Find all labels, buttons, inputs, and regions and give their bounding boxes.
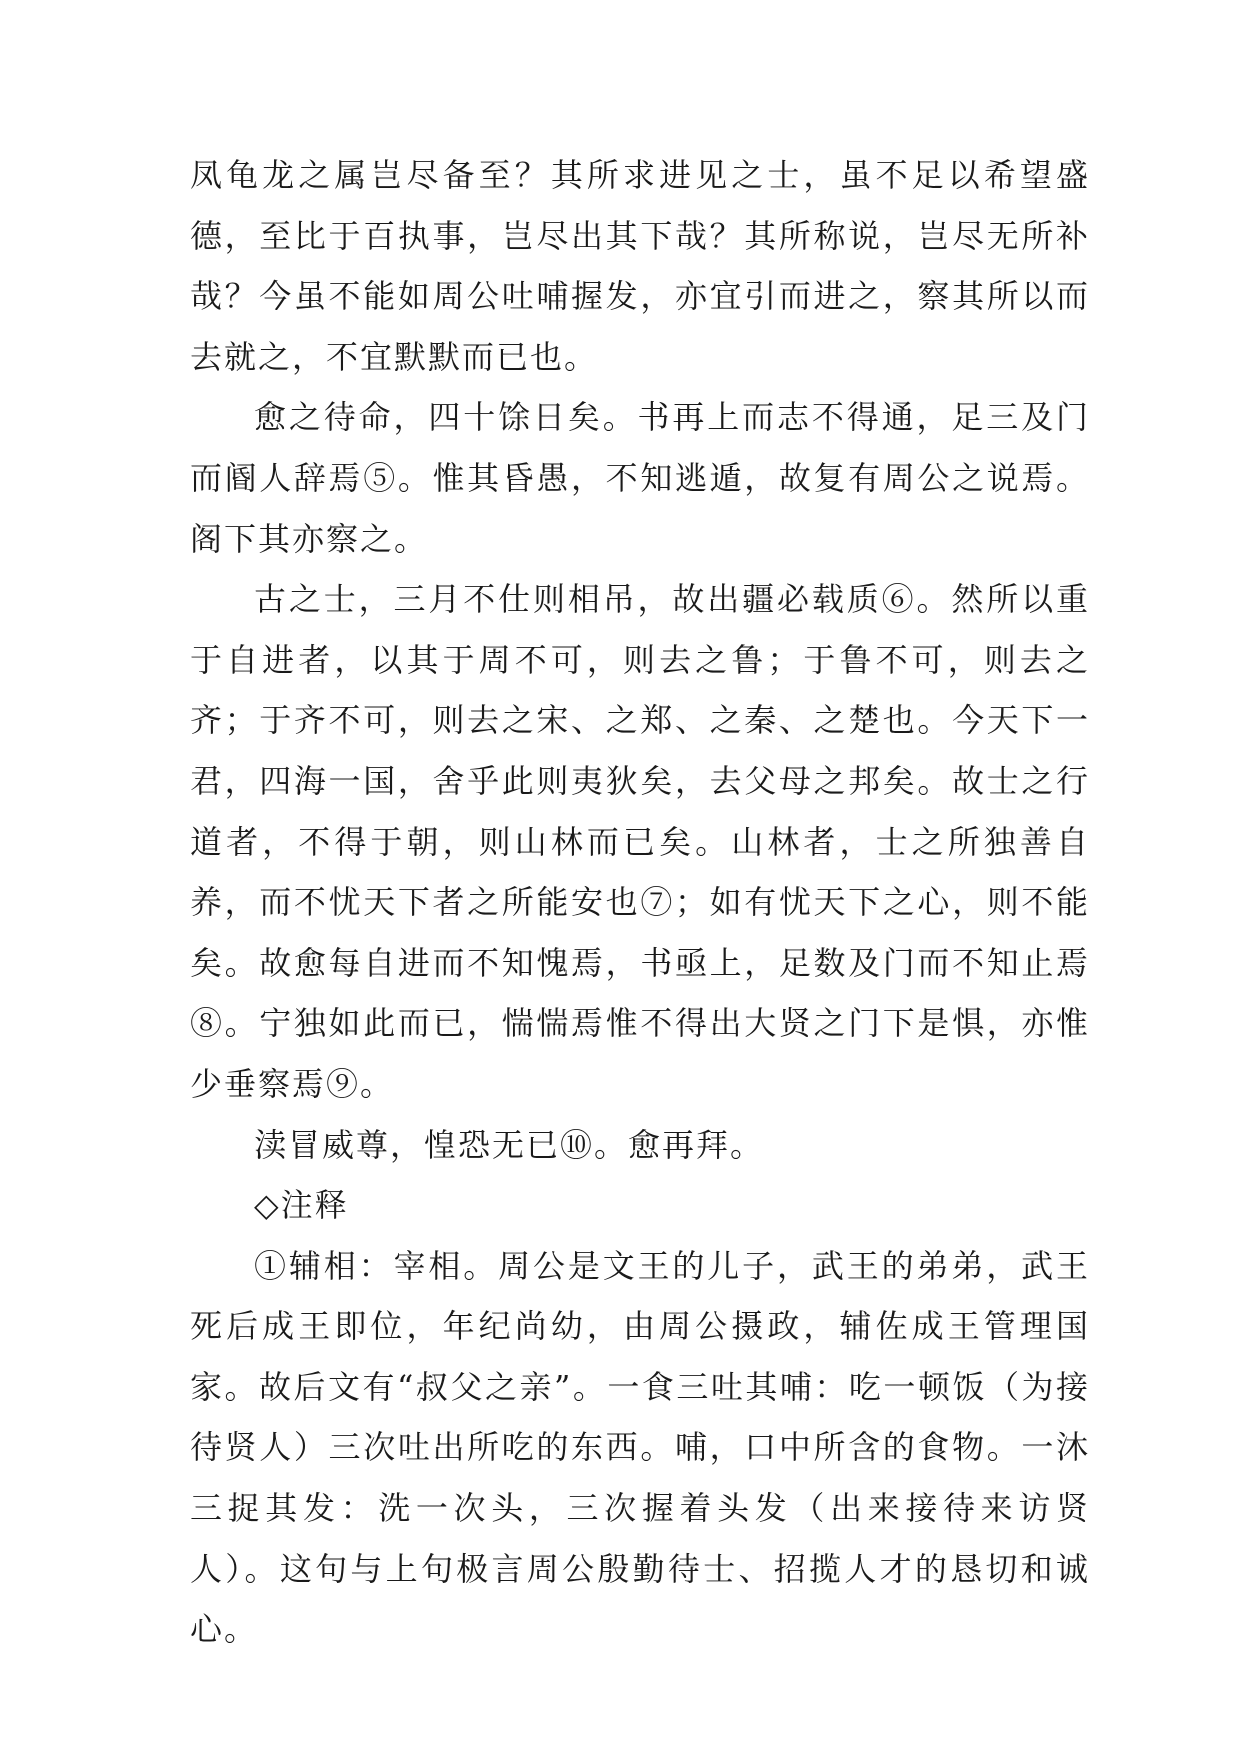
paragraph-ancient-scholars: 古之士，三月不仕则相吊，故出疆必载质⑥。然所以重于自进者，以其于周不可，则去之鲁；于鲁不可，则去之齐；于齐不可，则去之宋、之郑、之秦、之楚也。今天下一君，四海一国，舍乎此则夷狄矣，去父母之邦矣。故士之行道者，不得于朝，则山林而已矣。山林者，士之所独善自养，而不忧天下者之所能安也⑦；如有忧天下之心，则不能矣。故愈每自进而不知愧焉，书亟上，足数及门而不知止焉⑧。宁独如此而已，惴惴焉惟不得出大贤之门下是惧，亦惟少垂察焉⑨。 xyxy=(190,580,1090,1103)
body-text xyxy=(190,145,1090,1660)
notes-heading: ◇注释 xyxy=(254,1186,349,1225)
paragraph-continued: 凤龟龙之属岂尽备至？其所求进见之士，虽不足以希望盛德，至比于百执事，岂尽出其下哉？其所称说，岂尽无所补哉？今虽不能如周公吐哺握发，亦宜引而进之，察其所以而去就之，不宜默默而已也。 xyxy=(190,156,1090,376)
note-1: ①辅相：宰相。周公是文王的儿子，武王的弟弟，武王死后成王即位，年纪尚幼，由周公摄政，辅佐成王管理国家。故后文有“叔父之亲”。一食三吐其哺：吃一顿饭（为接待贤人）三次吐出所吃的东西。哺，口中所含的食物。一沐三捉其发：洗一次头，三次握着头发（出来接待来访贤人）。这句与上句极言周公殷勤待士、招揽人才的恳切和诚心。 xyxy=(190,1246,1090,1649)
paragraph-closing: 渎冒威尊，惶恐无已⑩。愈再拜。 xyxy=(254,1125,765,1164)
paragraph-waiting-command: 愈之待命，四十馀日矣。书再上而志不得通，足三及门而阍人辞焉⑤。惟其昏愚，不知逃遁，故复有周公之说焉。阁下其亦察之。 xyxy=(190,398,1090,558)
